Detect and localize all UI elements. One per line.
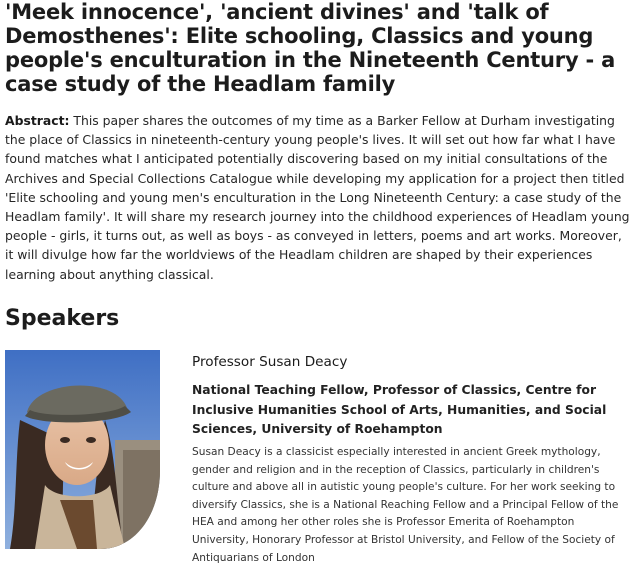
abstract-text: This paper shares the outcomes of my time as a Barker Fellow at Durham investigating the place of Classics in nineteenth-century young people's lives. It will set out how far what I have found matches what I anticipated potentially discovering based on my initial consultations of the Archives and Special Collections Catalogue while developing my application for a project then titled 'Elite schooling and young men's enculturation in the Long Nineteenth Century: a case study of the Headlam family'. It will share my research journey into the childhood experiences of Headlam young people - girls, it turns out, as well as boys - as conveyed in letters, poems and art works. Moreover, it will divulge how far the worldviews of the Headlam children are shaped by their experiences learning about anything classical. xyxy=(5,113,630,282)
speakers-heading: Speakers xyxy=(5,306,120,331)
speaker-role: National Teaching Fellow, Professor of Classics, Centre for Inclusive Humanities School of Arts, Humanities, and Social Sciences, University of Roehampton xyxy=(192,383,607,436)
paper-title: 'Meek innocence', 'ancient divines' and 'talk of Demosthenes': Elite schooling, Classics and young people's enculturation in the Nineteenth Century - a case study of the Headlam family xyxy=(5,0,616,96)
speaker-bio: Susan Deacy is a classicist especially interested in ancient Greek mythology, gender and religion and in the reception of Classics, particularly in children's culture and above all in autistic young people's culture. For her work seeking to diversify Classics, she is a National Reaching Fellow and a Principal Fellow of the HEA and among her other roles she is Professor Emerita of Roehampton University, Honorary Professor at Bristol University, and Fellow of the Society of Antiquarians of London xyxy=(192,446,619,564)
abstract-label: Abstract: xyxy=(5,113,70,128)
speaker-name: Professor Susan Deacy xyxy=(192,354,348,370)
abstract-paragraph xyxy=(5,111,633,284)
speaker-photo xyxy=(5,350,160,549)
